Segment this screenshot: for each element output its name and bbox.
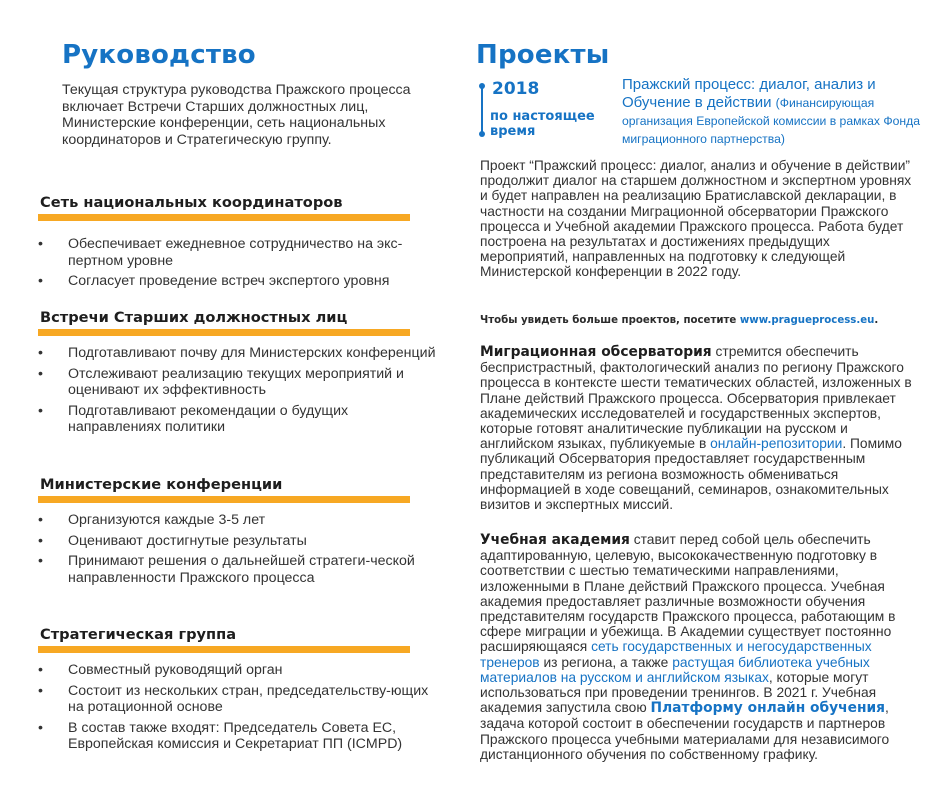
- academy-text-3: , которые могут использоваться при проведении тренингов. В 2021 г. Учебная академия запустила свою: [480, 669, 877, 716]
- observatory-text-1: стремится обеспечить беспристрастный, фактологический анализ по региону Пражского процесса в контексте шести тематических областей, изложенных в Плане действий Пражского процесса. Обсерватория привлекает академических исследователей и государственных экспертов, которые готовят аналитические публикации на русском и английском языках, публикуемые в: [480, 344, 912, 452]
- timeline-dot-end: [479, 131, 485, 137]
- project-title-block: [622, 76, 922, 148]
- observatory-paragraph: [480, 344, 916, 512]
- academy-paragraph: [480, 532, 916, 762]
- projects-title: Проекты: [476, 40, 610, 70]
- section-title: Сеть национальных координаторов: [40, 194, 343, 211]
- online-learning-platform-link[interactable]: Платформу онлайн обучения: [650, 700, 886, 717]
- section-title: Встречи Старших должностных лиц: [40, 309, 348, 326]
- list-item: • В состав также входят: Председатель Совета ЕС, Европейская комиссия и Секретариат ПП (ICMPD): [38, 720, 438, 753]
- timeline-dot-start: [479, 83, 485, 89]
- list-item: • Оценивают достигнутые результаты: [38, 533, 438, 550]
- section-underline: [38, 214, 410, 221]
- more-projects-text: Чтобы увидеть больше проектов, посетите: [480, 315, 737, 326]
- timeline-start-year: 2018: [492, 79, 540, 99]
- project-funding: (Финансирующая организация Европейской комиссии в рамках Фонда миграционного партнерства): [622, 96, 921, 146]
- observatory-text-2: . Помимо публикаций Обсерватория предоставляет государственным представителям из региона возможность обмениваться информацией в ходе совещаний, семинаров, ознакомительных визитов и экспертных миссий.: [480, 436, 902, 513]
- timeline-end-label: по настоящее время: [490, 109, 595, 139]
- more-projects-note: [480, 315, 878, 326]
- timeline-line: [481, 85, 483, 133]
- governance-intro: Текущая структура руководства Пражского процесса включает Встречи Старших должностных лиц, Министерские конференции, сеть национальных координаторов и Стратегическую группу.: [62, 82, 411, 148]
- list-item: • Состоит из нескольких стран, председательству-ющих на ротационной основе: [38, 683, 438, 716]
- section-title: Стратегическая группа: [40, 626, 237, 643]
- section-underline: [38, 496, 410, 503]
- project-description: Проект “Пражский процесс: диалог, анализ и обучение в действии” продолжит диалог на старшем должностном и экспертном уровнях и будет направлен на реализацию Братиславской декларации, в частности на создании Миграционной обсерватории Пражского процесса и Учебной академии Пражского процесса. Работа будет построена на результатах и достижениях предыдущих мероприятий, направленных на подготовку к следующей Министерской конференции в 2022 году.: [480, 158, 912, 280]
- senior-officials-list: [38, 345, 438, 440]
- governance-title: Руководство: [62, 40, 256, 70]
- section-underline: [38, 646, 410, 653]
- trainers-network-link[interactable]: сеть государственных и негосударственных тренеров: [480, 639, 872, 670]
- project-title: Пражский процесс: диалог, анализ и Обучение в действии: [622, 76, 876, 111]
- website-link[interactable]: www.pragueprocess.eu: [739, 315, 875, 326]
- list-item: • Согласует проведение встреч экспертого уровня: [38, 273, 438, 290]
- strategic-group-list: [38, 662, 438, 757]
- national-coordinators-list: [38, 236, 438, 294]
- section-underline: [38, 329, 410, 336]
- academy-heading: Учебная академия: [480, 532, 630, 548]
- more-projects-period: .: [874, 315, 879, 326]
- online-repository-link[interactable]: онлайн-репозитории: [710, 436, 843, 452]
- ministerial-conferences-list: [38, 512, 438, 590]
- list-item: • Организуются каждые 3-5 лет: [38, 512, 438, 529]
- section-title: Министерские конференции: [40, 476, 283, 493]
- academy-text-4: , задача которой состоит в обеспечении государств и партнеров Пражского процесса учебными материалами для независимого дистанционного обучения по собственному графику.: [480, 700, 890, 762]
- list-item: • Подготавливают рекомендации о будущих направлениях политики: [38, 403, 438, 436]
- list-item: • Совместный руководящий орган: [38, 662, 438, 679]
- list-item: • Принимают решения о дальнейшей стратеги-ческой направленности Пражского процесса: [38, 553, 438, 586]
- academy-text-1: ставит перед собой цель обеспечить адаптированную, целевую, высококачественную подготовку в соответствии с шестью тематическими направлениями, изложенными в Плане действий Пражского процесса. Учебная академия предоставляет различные возможности обучения представителям государств Пражского процесса, работающим в сфере миграции и убежища. В Академии существует постоянно расширяющаяся: [480, 532, 896, 655]
- materials-library-link[interactable]: растущая библиотека учебных материалов на русском и английском языках: [480, 654, 870, 685]
- list-item: • Подготавливают почву для Министерских конференций: [38, 345, 438, 362]
- list-item: • Отслеживают реализацию текущих мероприятий и оценивают их эффективность: [38, 366, 438, 399]
- academy-text-2: из региона, а также: [539, 654, 673, 670]
- observatory-heading: Миграционная обсерватория: [480, 344, 712, 360]
- list-item: • Обеспечивает ежедневное сотрудничество на экс-пертном уровне: [38, 236, 438, 269]
